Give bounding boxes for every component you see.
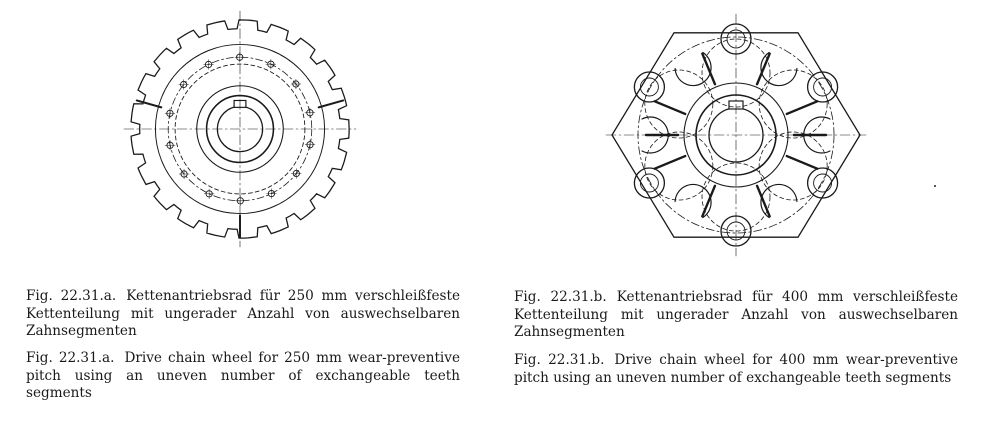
spoke	[655, 101, 685, 114]
caption-b-english	[514, 352, 958, 387]
tooth-pocket	[634, 72, 664, 102]
tooth-pocket	[634, 168, 664, 198]
caption-a-english-label: Fig. 22.31.a.	[26, 350, 115, 366]
segment-joint-right	[319, 100, 344, 107]
tooth-pocket-inner	[640, 174, 658, 192]
tooth-pocket-inner	[640, 78, 658, 96]
caption-a-english-text: Drive chain wheel for 250 mm wear-preventive pitch using an uneven number of exchangeable teeth segments	[26, 350, 460, 401]
chain-wheel-a-svg	[122, 8, 358, 250]
spoke	[787, 101, 817, 114]
caption-b-english-text: Drive chain wheel for 400 mm wear-preventive pitch using an uneven number of exchangeable teeth segments	[514, 352, 958, 386]
print-speck	[934, 185, 936, 187]
chain-wheel-b-svg	[604, 12, 868, 258]
caption-b-english-label: Fig. 22.31.b.	[514, 352, 605, 368]
tooth-pocket-inner	[814, 78, 832, 96]
caption-b-german	[514, 289, 958, 342]
caption-a-german-text: Kettenantriebsrad für 250 mm verschleißfeste Kettenteilung mit ungerader Anzahl von auswechselbaren Zahnsegmenten	[26, 288, 460, 339]
drive-chain-wheel-250mm-drawing	[122, 8, 358, 250]
spoke	[787, 156, 817, 169]
spoke	[655, 156, 685, 169]
half-round-pocket	[675, 184, 711, 217]
caption-a-english	[26, 350, 460, 403]
caption-b-german-text: Kettenantriebsrad für 400 mm verschleißfeste Kettenteilung mit ungerader Anzahl von auswechselbaren Zahnsegmenten	[514, 289, 959, 340]
caption-a-german	[26, 288, 460, 341]
caption-b-german-label: Fig. 22.31.b.	[514, 289, 607, 305]
tooth-pocket	[808, 72, 838, 102]
drive-chain-wheel-400mm-drawing	[604, 12, 868, 258]
caption-a-german-label: Fig. 22.31.a.	[26, 288, 117, 304]
